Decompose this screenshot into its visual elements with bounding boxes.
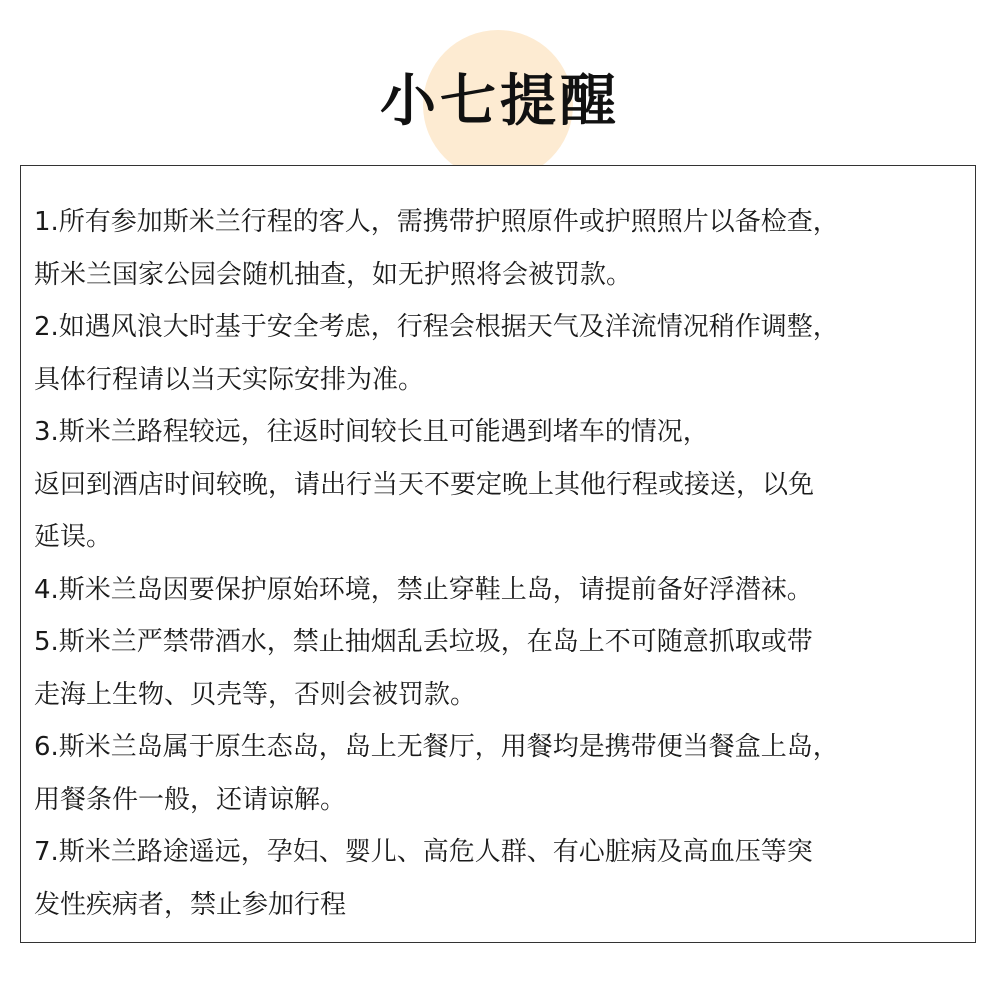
notice-line: 具体行程请以当天实际安排为准。 [34, 364, 425, 395]
notice-line: 7.斯米兰路途遥远，孕妇、婴儿、高危人群、有心脏病及高血压等突 [34, 837, 813, 867]
notice-line: 1.所有参加斯米兰行程的客人，需携带护照原件或护照照片以备检查， [34, 207, 839, 237]
notice-line: 延误。 [34, 522, 113, 552]
notice-line: 6.斯米兰岛属于原生态岛，岛上无餐厅，用餐均是携带便当餐盒上岛， [34, 732, 839, 762]
page-title: 小七提醒 [380, 69, 620, 134]
notice-line: 斯米兰国家公园会随机抽查，如无护照将会被罚款。 [34, 259, 633, 290]
notice-line: 2.如遇风浪大时基于安全考虑，行程会根据天气及洋流情况稍作调整， [34, 312, 839, 342]
notice-line: 走海上生物、贝壳等，否则会被罚款。 [34, 679, 477, 710]
notice-line: 用餐条件一般，还请谅解。 [34, 784, 347, 815]
notice-line: 3.斯米兰路程较远，往返时间较长且可能遇到堵车的情况， [34, 417, 709, 447]
notice-line: 返回到酒店时间较晚，请出行当天不要定晚上其他行程或接送，以免 [34, 469, 815, 500]
notice-text [34, 196, 964, 931]
notice-line: 5.斯米兰严禁带酒水，禁止抽烟乱丢垃圾，在岛上不可随意抓取或带 [34, 627, 813, 657]
notice-line: 发性疾病者，禁止参加行程 [34, 889, 347, 920]
notice-line: 4.斯米兰岛因要保护原始环境，禁止穿鞋上岛，请提前备好浮潜袜。 [34, 574, 813, 605]
header [0, 0, 1000, 160]
